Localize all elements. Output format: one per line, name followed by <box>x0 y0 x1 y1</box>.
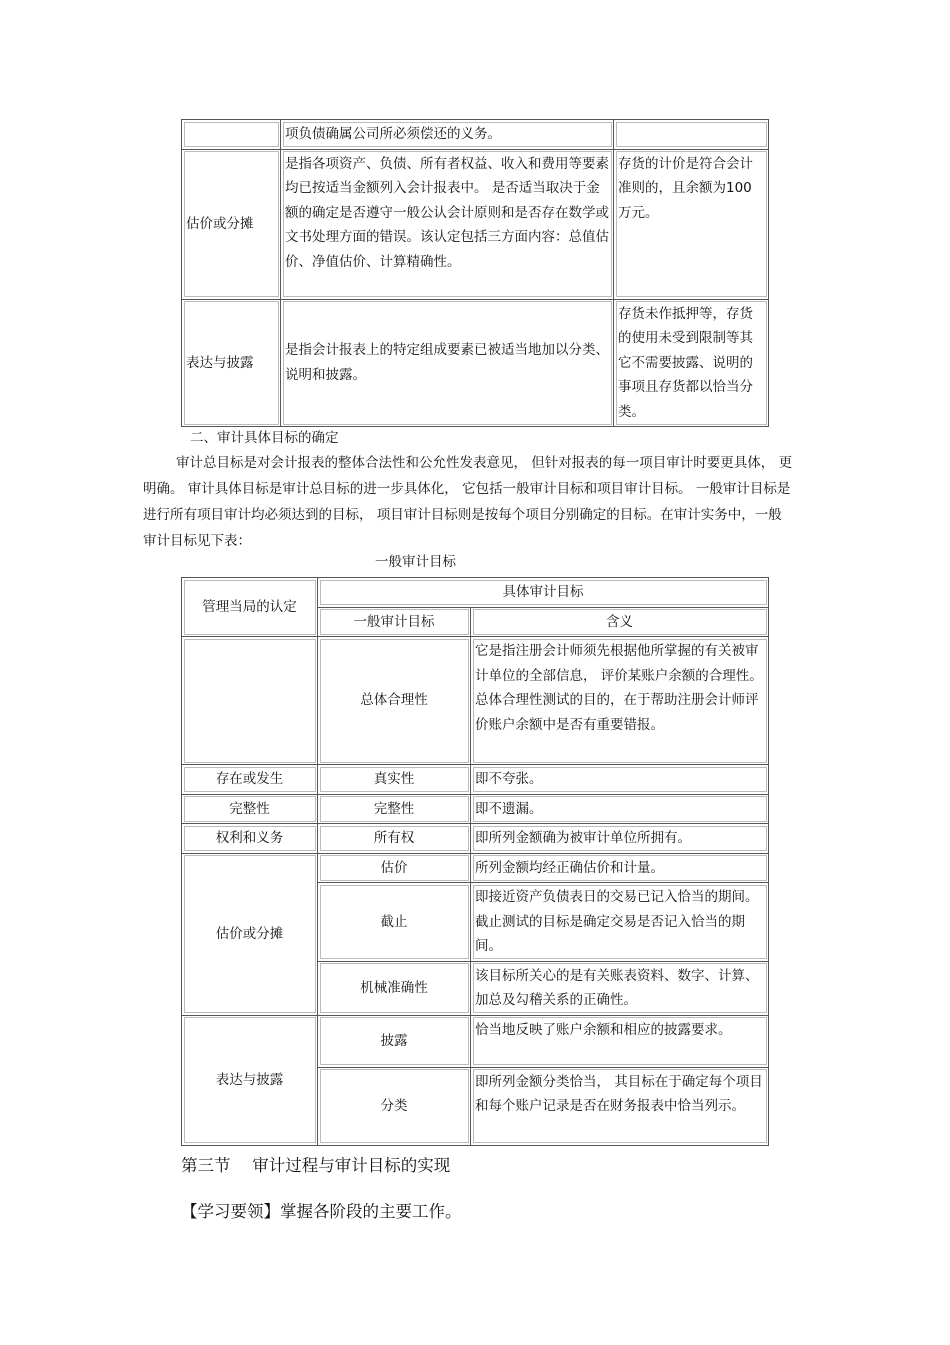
objective-cell: 估价 <box>318 853 471 883</box>
table-row <box>182 299 769 427</box>
header-general-objective: 一般审计目标 <box>318 607 471 637</box>
table-cell: 项负债确属公司所必须偿还的义务。 <box>281 120 614 150</box>
table-row <box>182 765 769 795</box>
assertion-cell: 存在或发生 <box>182 765 318 795</box>
table-header-row <box>182 578 769 608</box>
assertion-cell: 估价或分摊 <box>182 853 318 1015</box>
objective-cell: 完整性 <box>318 794 471 824</box>
meaning-cell: 即所列金额分类恰当， 其目标在于确定每个项目和每个账户记录是否在财务报表中恰当列示。 <box>471 1067 769 1145</box>
table-cell <box>182 120 281 150</box>
objective-cell: 分类 <box>318 1067 471 1145</box>
assertion-cell: 完整性 <box>182 794 318 824</box>
objective-cell: 机械准确性 <box>318 961 471 1015</box>
table-row <box>182 824 769 854</box>
meaning-cell: 即所列金额确为被审计单位所拥有。 <box>471 824 769 854</box>
header-meaning: 含义 <box>471 607 769 637</box>
table-row <box>182 149 769 299</box>
assertion-cell: 表达与披露 <box>182 1015 318 1145</box>
table-row <box>182 853 769 883</box>
meaning-cell: 即不夸张。 <box>471 765 769 795</box>
assertion-cell <box>182 637 318 765</box>
assertion-example-table <box>181 119 769 427</box>
table-row <box>182 120 769 150</box>
general-audit-objectives-table <box>181 577 769 1146</box>
meaning-cell: 该目标所关心的是有关账表资料、数字、计算、加总及勾稽关系的正确性。 <box>471 961 769 1015</box>
objective-cell: 披露 <box>318 1015 471 1067</box>
table-row <box>182 794 769 824</box>
assertion-cell: 表达与披露 <box>182 299 281 427</box>
assertion-cell: 权利和义务 <box>182 824 318 854</box>
objective-cell: 所有权 <box>318 824 471 854</box>
meaning-cell: 即不遗漏。 <box>471 794 769 824</box>
key-points: 【学习要领】掌握各阶段的主要工作。 <box>181 1202 462 1221</box>
objective-cell: 真实性 <box>318 765 471 795</box>
header-specific-objectives: 具体审计目标 <box>318 578 769 608</box>
table-row <box>182 637 769 765</box>
assertion-cell: 估价或分摊 <box>182 149 281 299</box>
table-row <box>182 1015 769 1067</box>
example-cell: 存货的计价是符合会计准则的，且余额为100 万元。 <box>614 149 769 299</box>
table-cell <box>614 120 769 150</box>
meaning-cell: 是指各项资产、负债、所有者权益、收入和费用等要素均已按适当金额列入会计报表中。 是否适当取决于金额的确定是否遵守一般公认会计原则和是否存在数学或文书处理方面的错误。该认定包括三方面内容：总值估价、净值估价、计算精确性。 <box>281 149 614 299</box>
meaning-cell: 即接近资产负债表日的交易已记入恰当的期间。截止测试的目标是确定交易是否记入恰当的期间。 <box>471 883 769 962</box>
objective-cell: 截止 <box>318 883 471 962</box>
meaning-cell: 它是指注册会计师须先根据他所掌握的有关被审计单位的全部信息， 评价某账户余额的合理性。总体合理性测试的目的，在于帮助注册会计师评价账户余额中是否有重要错报。 <box>471 637 769 765</box>
objective-cell: 总体合理性 <box>318 637 471 765</box>
example-cell: 存货未作抵押等，存货的使用未受到限制等其它不需要披露、说明的事项且存货都以恰当分类。 <box>614 299 769 427</box>
header-assertion: 管理当局的认定 <box>182 578 318 637</box>
section-title: 第三节 审计过程与审计目标的实现 <box>181 1156 451 1175</box>
meaning-cell: 所列金额均经正确估价和计量。 <box>471 853 769 883</box>
meaning-cell: 是指会计报表上的特定组成要素已被适当地加以分类、说明和披露。 <box>281 299 614 427</box>
body-paragraph: 审计总目标是对会计报表的整体合法性和公允性发表意见， 但针对报表的每一项目审计时要更具体， 更明确。 审计具体目标是审计总目标的进一步具体化， 它包括一般审计目标和项目审计目标。 一般审计目标是进行所有项目审计均必须达到的目标， 项目审计目标则是按每个项目分别确定的目标。在审计实务中，一般审计目标见下表： <box>143 455 793 549</box>
table-caption: 一般审计目标 <box>375 554 456 570</box>
meaning-cell: 恰当地反映了账户余额和相应的披露要求。 <box>471 1015 769 1067</box>
section-heading: 二、审计具体目标的确定 <box>190 430 339 446</box>
